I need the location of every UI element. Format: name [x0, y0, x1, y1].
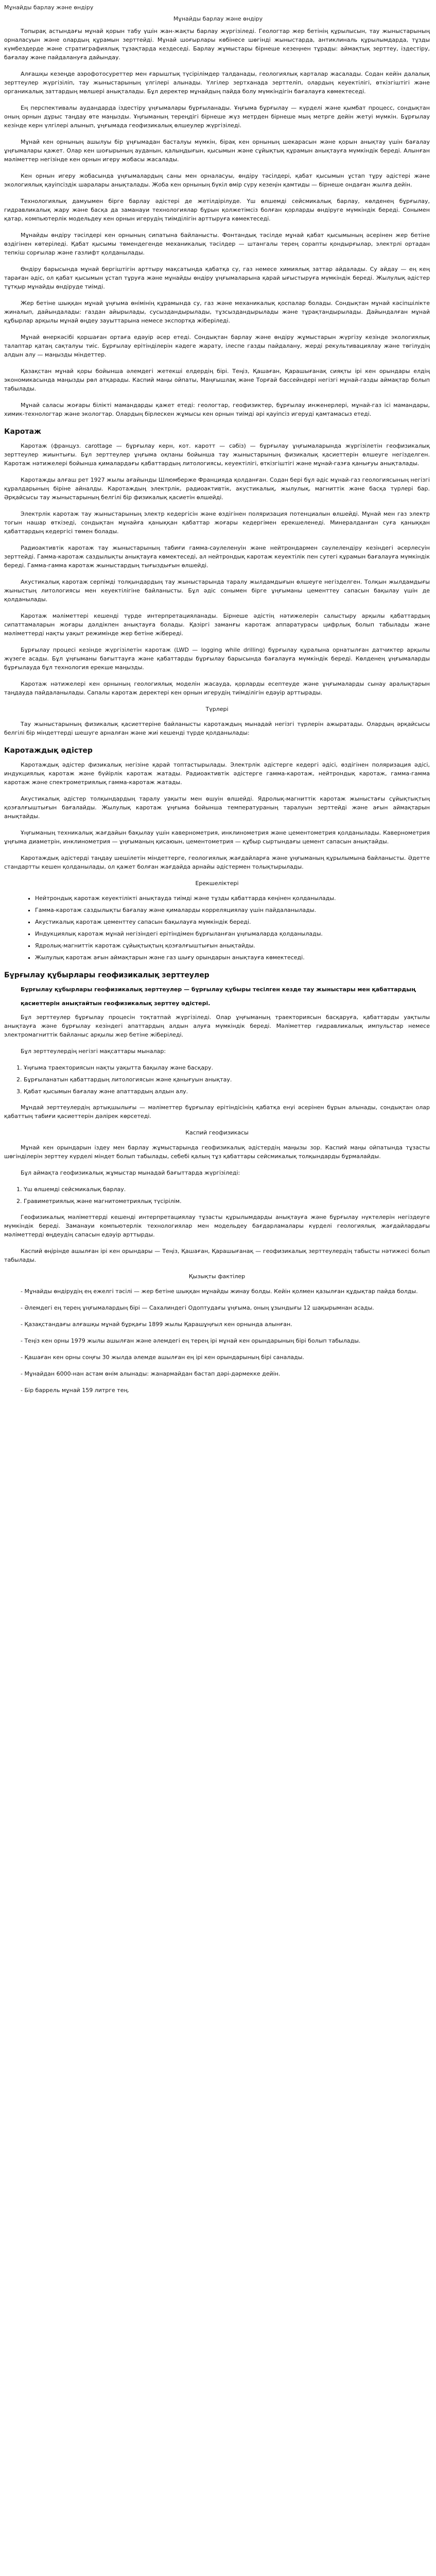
paragraph: Ең перспективалы аудандарда іздестіру ұңғымалары бұрғыланады. Ұңғыма бұрғылау — күрделі және қымбат процесс, сондықтан оның орнын дұрыс таңдау өте маңызды. Ұңғыманың тереңдігі бірнеше жүз метрден бірнеше мың метрге дейін жетуі мүмкін. Бұрғылау кезінде керн үлгілері алынып, ұңғымада геофизикалық өлшеулер жүргізіледі. — [4, 105, 430, 129]
list-item: ▪ Акустикалық каротаж цементтеу сапасын бақылауға мүмкіндік береді. — [35, 918, 430, 926]
paragraph: Радиоактивтік каротаж тау жыныстарының табиғи гамма-сәулеленуін және нейтрондармен сәулелендіру кезіндегі әсерлесуін зерттейді. Гамма-каротаж саздылықты анықтауға көмектеседі, ал нейтрондық каротаж кеуектілік пен сутегі құрамын бағалауға мүмкіндік береді. Гамма-гамма каротаж жыныстардың тығыздығын өлшейді. — [4, 545, 430, 569]
paragraph: Мұнай кен орындарын іздеу мен барлау жұмыстарында геофизикалық әдістердің маңызы зор. Каспий маңы ойпатында тұзасты шөгінділерін зерттеу күрделі міндет болып табылады, себебі қалың тұз қабаттары сейсмикалық толқындарды бұрмалайды. — [4, 1144, 430, 1160]
paragraph: Мұнай өнеркәсібі қоршаған ортаға едәуір әсер етеді. Сондықтан барлау және өндіру жұмыстарын жүргізу кезінде экологиялық талаптар қатаң сақталуы тиіс. Бұрғылау ерітінділерін кәдеге жарату, ілеспе газды пайдалану, жерді рекультивациялау және төгілудің алдын алу — маңызды міндеттер. — [4, 334, 430, 358]
paragraph: Қазақстан мұнай қоры бойынша әлемдегі жетекші елдердің бірі. Теңіз, Қашаған, Қарашығанақ сияқты ірі кен орындары елдің экономикасында маңызды рөл атқарады. Каспий маңы ойпаты, Маңғышлақ және Торғай бассейндері негізгі мұнай-газды аймақтар болып табылады. — [4, 368, 430, 392]
paragraph: Каротаж мәліметтері кешенді түрде интерпретацияланады. Бірнеше әдістің нәтижелерін салыстыру арқылы қабаттардың сипаттамаларын жоғары дәлдікпен анықтауға болады. Қазіргі заманғы каротаж аппаратурасы цифрлық болып табылады және мәліметтерді нақты уақыт режимінде жер бетіне жібереді. — [4, 613, 430, 637]
karotazh-section — [4, 428, 430, 737]
fact-item: - Қазақстандағы алғашқы мұнай бұрқағы 1899 жылы Қарашұңғыл кен орнында алынған. — [21, 1321, 292, 1328]
list-item: ▪ Индукциялық каротаж мұнай негізіндегі ерітіндімен бұрғыланған ұңғымаларда қолданылады. — [35, 929, 430, 938]
section-heading: Каротаж — [4, 428, 42, 436]
section-heading: Каротаждық әдістер — [4, 747, 93, 755]
paragraph: Технологиялық дамуымен бірге барлау әдістері де жетілдірілуде. Үш өлшемді сейсмикалық барлау, көлденең бұрғылау, гидравликалық жару және басқа да заманауи технологиялар бұрын қолжетімсіз болған қорларды өндіруге мүмкіндік береді. Сонымен қатар, компьютерлік модельдеу кен орнын игерудің тиімділігін арттыруға көмектеседі. — [4, 198, 430, 222]
section-subtitle: Ерекшеліктері — [195, 880, 239, 887]
paragraph: Жер бетіне шыққан мұнай ұңғыма өнімінің құрамында су, газ және механикалық қоспалар болады. Сондықтан мұнай кәсіпшілікте жиналып, дайындалады: газдан айырылады, сусыздандырылады, тұзсыздандырылады және тұрақтандырылады. Дайындалған мұнай құбырлар арқылы мұнай өңдеу зауыттарына немесе экспортқа жіберіледі. — [4, 300, 430, 324]
paragraph: Кен орнын игеру жобасында ұңғымалардың саны мен орналасуы, өндіру тәсілдері, қабат қысымын ұстап тұру әдістері және экологиялық қауіпсіздік шаралары анықталады. Жоба кен орнының бүкіл өмір сүру кезеңін қамтиды — бірнеше ондаған жылға дейін. — [4, 173, 430, 188]
paragraph: Каротаждық әдістерді таңдау шешілетін міндеттерге, геологиялық жағдайларға және ұңғыманың құрылымына байланысты. Әдетте стандартты кешен қолданылады, ол қажет болған жағдайда арнайы әдістермен толықтырылады. — [4, 855, 430, 870]
paragraph: Мұндай зерттеулердің артықшылығы — мәліметтер бұрғылау ерітіндісінің қабатқа енуі әсерінен бұрын алынады, сондықтан олар қабаттың табиғи қасиеттерін дәлірек көрсетеді. — [4, 1104, 430, 1120]
paragraph: Бұл зерттеулердің негізгі мақсаттары мыналар: — [21, 1048, 166, 1055]
facts-section — [4, 1272, 430, 1395]
list-item: ▪ Ядролық-магниттік каротаж сұйықтықтың қозғалғыштығын анықтайды. — [35, 941, 430, 950]
paragraph: Бұл зерттеулер бұрғылау процесін тоқтатпай жүргізіледі. Олар ұңғыманың траекториясын басқаруға, қабаттарды уақтылы анықтауға және бұрғылау кезіндегі апаттардың алдын алуға мүмкіндік береді. Мәліметтер гидравликалық импульстар немесе электромагниттік байланыс арқылы жер бетіне жіберіледі. — [4, 1014, 430, 1038]
paragraph: Ұңғыманың техникалық жағдайын бақылау үшін кавернометрия, инклинометрия және цементометрия қолданылады. Кавернометрия ұңғыма диаметрін, инклинометрия — ұңғыманың қисаюын, цементометрия — құбыр сыртындағы цемент сапасын анықтайды. — [4, 829, 430, 845]
features-list — [4, 894, 430, 962]
paragraph: Топырақ астындағы мұнай қорын табу үшін жан-жақты барлау жүргізіледі. Геологтар жер бетінің құрылысын, тау жыныстарының орналасуын және олардың құрамын зерттейді. Мұнай шоғырлары көбінесе шөгінді жыныстарда, антиклиналь құрылымдарда, тұзды күмбездерде және стратиграфиялық тұзақтарда кездеседі. Барлау жұмыстары бірнеше кезеңнен тұрады: аймақтық зерттеу, іздестіру, бағалау және пайдалануға дайындау. — [4, 28, 430, 61]
bold-definition-line: Бұрғылау құбырлары геофизикалық зерттеулер — бұрғылау құбыры тесілген кезде тау жыныстары мен қабаттардың — [21, 986, 416, 993]
paragraph: Мұнай саласы жоғары білікті мамандарды қажет етеді: геологтар, геофизиктер, бұрғылау инженерлері, мұнай-газ ісі мамандары, химик-технологтар және экологтар. Олардың бірлескен жұмысы кен орнын тиімді әрі қауіпсіз игеруді қамтамасыз етеді. — [4, 402, 430, 417]
page-title: Мұнайды барлау және өндіру — [4, 4, 94, 11]
paragraph: Акустикалық каротаж серпімді толқындардың тау жыныстарында таралу жылдамдығын өлшеуге негізделген. Толқын жылдамдығы жыныстың литологиясы мен кеуектілігіне байланысты. Бұл әдіс сонымен бірге ұңғыманы цементтеу сапасын бақылау үшін де қолданылады. — [4, 579, 430, 603]
paragraph: Алғашқы кезеңде аэрофотосуреттер мен ғарыштық түсірілімдер талданады, геологиялық карталар жасалады. Содан кейін далалық зерттеулер жүргізіліп, тау жыныстарының үлгілері алынады. Үлгілер зертханада зерттеліп, олардың кеуектілігі, өткізгіштігі және органикалық заттардың мөлшері анықталады. Бұл деректер мұнайдың пайда болу мүмкіндігін бағалауға көмектеседі. — [4, 71, 430, 95]
list-item: 1. Ұңғыма траекториясын нақты уақытта бақылау және басқару. — [16, 1064, 214, 1071]
fact-item: - Мұнайды өндірудің ең ежелгі тәсілі — жер бетіне шыққан мұнайды жинау болды. Кейін қолмен қазылған құдықтар пайда болды. — [21, 1288, 418, 1295]
list-item: 1. Үш өлшемді сейсмикалық барлау. — [16, 1186, 126, 1193]
bold-definition-line: қасиеттерін анықтайтын геофизикалық зерттеу әдістері. — [21, 1000, 211, 1007]
list-item: ▪ Жылулық каротаж ағын аймақтарын және газ шығу орындарын анықтауға көмектеседі. — [35, 953, 430, 962]
fact-item: - Қашаған кен орны соңғы 30 жылда әлемде ашылған ең ірі кен орындарының бірі саналады. — [21, 1354, 304, 1361]
paragraph: Каротаж нәтижелері кен орнының геологиялық моделін жасауда, қорларды есептеуде және ұңғымаларды сынау аралықтарын таңдауда пайдаланылады. Сапалы каротаж деректері кен орнын игерудің тиімділігін едәуір арттырады. — [4, 681, 430, 696]
paragraph: Каспий өңірінде ашылған ірі кен орындары — Теңіз, Қашаған, Қарашығанақ — геофизикалық зерттеулердің табысты нәтижесі болып табылады. — [4, 1248, 430, 1263]
fact-item: - Әлемдегі ең терең ұңғымалардың бірі — Сахалиндегі Одоптудағы ұңғыма, оның ұзындығы 12 шақырымнан асады. — [21, 1304, 374, 1311]
intro-section — [4, 27, 430, 418]
paragraph: Электрлік каротаж тау жыныстарының электр кедергісін және өздігінен поляризация потенциалын өлшейді. Мұнай мен газ электр тогын нашар өткізеді, сондықтан мұнайға қаныққан қабаттар жоғары кедергімен ерекшеленеді. Минералданған суға қаныққан қабаттардың кедергісі төмен болады. — [4, 511, 430, 535]
paragraph: Өндіру барысында мұнай бергіштігін арттыру мақсатында қабатқа су, газ немесе химиялық заттар айдалады. Су айдау — ең кең тараған әдіс, ол қабат қысымын ұстап тұруға және мұнайды өндіру ұңғымаларына қарай ығыстыруға мүмкіндік береді. Жылулық әдістер тұтқыр мұнайды өндіруде тиімді. — [4, 266, 430, 290]
page-subtitle: Мұнайды барлау және өндіру — [173, 15, 263, 22]
paragraph: Акустикалық әдістер толқындардың таралу уақыты мен өшуін өлшейді. Ядролық-магниттік каротаж жыныстағы сұйықтықтың қозғалғыштығын бағалайды. Жылулық каротаж ұңғыма бойынша температураның таралуын зерттейді және ағын аймақтарын анықтайды. — [4, 795, 430, 820]
article-body — [4, 27, 430, 1402]
paragraph: Каротажды алғаш рет 1927 жылы ағайынды Шлюмберже Францияда қолданған. Содан бері бұл әдіс мұнай-газ геологиясының негізгі құралдарының біріне айналды. Каротаждың электрлік, радиоактивтік, акустикалық, жылулық, магниттік және басқа түрлері бар. Әрқайсысы тау жыныстарының белгілі бір физикалық қасиетін өлшейді. — [4, 477, 430, 501]
list-item: ▪ Нейтрондық каротаж кеуектілікті анықтауда тиімді және тұзды қабаттарда кеңінен қолданылады. — [35, 894, 430, 903]
paragraph: Бұрғылау процесі кезінде жүргізілетін каротаж (LWD — logging while drilling) бұрғылау құралына орнатылған датчиктер арқылы жүзеге асады. Бұл ұңғыманы бағыттауға және қабаттарды бұрғылау барысында бағалауға мүмкіндік береді. Көлденең ұңғымаларды бұрғылауда бұл технология ерекше маңызды. — [4, 647, 430, 671]
list-item: 3. Қабат қысымын бағалау және апаттардың алдын алу. — [16, 1088, 188, 1095]
paragraph: Каротаж (француз. carottage — бұрғылау керн, кот. каротт — сәбіз) — бұрғылау ұңғымаларында жүргізілетін геофизикалық зерттеулер жиынтығы. Бұл зерттеулер ұңғыма оқпаны бойынша тау жыныстарының физикалық қасиеттерін өлшеуге негізделген. Каротаж нәтижелері бойынша қималардағы қабаттардың литологиясы, кеуектілігі, өткізгіштігі және мұнай-газға қанығуы анықталады. — [4, 443, 430, 467]
paragraph: Бұл аймақта геофизикалық жұмыстар мынадай бағыттарда жүргізіледі: — [21, 1170, 240, 1176]
caspian-section — [4, 1128, 430, 1264]
paragraph: Каротаждық әдістер физикалық негізіне қарай топтастырылады. Электрлік әдістерге кедергі әдісі, өздігінен поляризация әдісі, индукциялық каротаж және бүйірлік каротаж жатады. Радиоактивтік әдістерге гамма-каротаж, нейтрондық каротаж, гамма-гамма каротаж және спектрометриялық гамма-каротаж жатады. — [4, 761, 430, 786]
paragraph: Тау жыныстарының физикалық қасиеттеріне байланысты каротаждың мынадай негізгі түрлерін ажыратады. Олардың әрқайсысы белгілі бір міндеттерді шешуге арналған және жиі кешенді түрде қолданылады: — [4, 721, 430, 736]
list-item: ▪ Гамма-каротаж саздылықты бағалау және қималарды корреляциялау үшін пайдаланылады. — [35, 906, 430, 914]
section-subtitle: Түрлері — [205, 706, 229, 713]
fact-item: - Мұнайдан 6000-нан астам өнім алынады: жанармайдан бастап дәрі-дәрмекке дейін. — [21, 1370, 281, 1377]
list-item: 2. Гравиметриялық және магнитометриялық түсірілім. — [16, 1198, 182, 1205]
paragraph: Геофизикалық мәліметтерді кешенді интерпретациялау тұзасты құрылымдарды анықтауға және бұрғылау нүктелерін негіздеуге мүмкіндік береді. Заманауи компьютерлік технологиялар мен модельдеу бағдарламалары күрделі геологиялық жағдайлардағы мәліметтерді өңдеудің сапасын едәуір арттырды. — [4, 1214, 430, 1238]
list-item: 2. Бұрғыланатын қабаттардың литологиясын және қанығуын анықтау. — [16, 1076, 232, 1083]
paragraph: Мұнайды өндіру тәсілдері кен орнының сипатына байланысты. Фонтандық тәсілде мұнай қабат қысымының әсерінен жер бетіне өздігінен көтеріледі. Қабат қысымы төмендегенде механикалық тәсілдер — штангалы терең сорапты қондырғылар, электрлі ортадан тепкіш сорғылар және газлифт қолданылады. — [4, 232, 430, 256]
section-subtitle: Қызықты фактілер — [188, 1273, 246, 1280]
section-heading: Бұрғылау құбырлары геофизикалық зерттеулер — [4, 971, 210, 979]
drilling-geophysics-section — [4, 971, 430, 1121]
fact-item: - Бір баррель мұнай 159 литрге тең. — [21, 1387, 130, 1394]
paragraph: Мұнай кен орнының ашылуы бір ұңғымадан басталуы мүмкін, бірақ кен орнының шекарасын және қорын анықтау үшін бағалау ұңғымалары қажет. Олар кен шоғырының ауданын, қалыңдығын, қысымын және сұйықтық құрамын анықтауға мүмкіндік береді. Алынған мәліметтер негізінде кен орнын игеру жобасы жасалады. — [4, 139, 430, 163]
section-subtitle: Каспий геофизикасы — [185, 1129, 249, 1136]
fact-item: - Теңіз кен орны 1979 жылы ашылған және әлемдегі ең терең ірі мұнай кен орындарының бірі болып табылады. — [21, 1337, 361, 1344]
numbered-list — [16, 1063, 430, 1096]
methods-section — [4, 747, 430, 962]
numbered-list — [16, 1185, 430, 1206]
